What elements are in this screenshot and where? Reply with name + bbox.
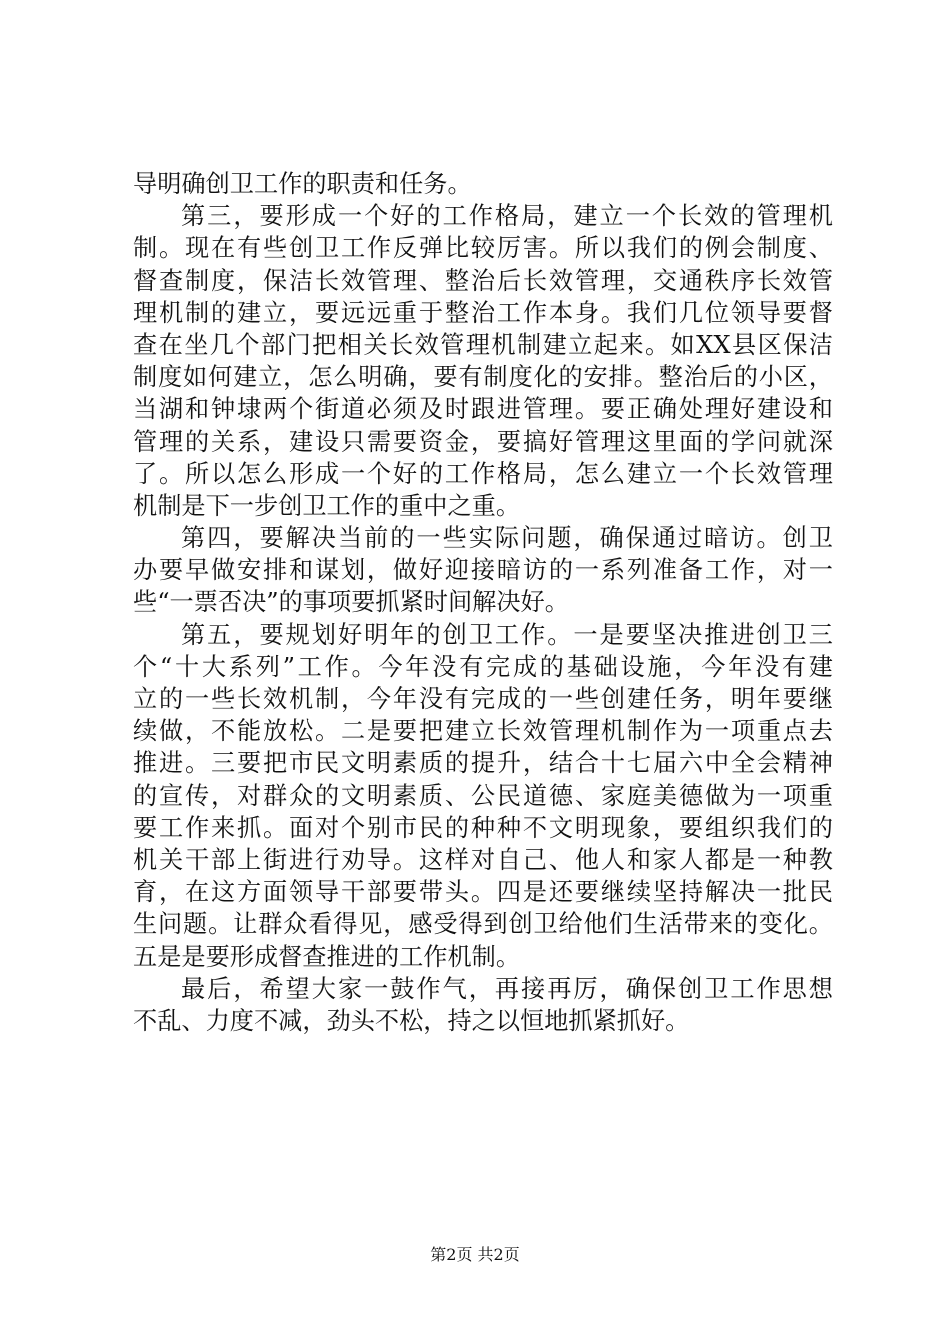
text-line: 个“十大系列”工作。今年没有完成的基础设施，今年没有建 <box>133 652 833 681</box>
text-line: 导明确创卫工作的职责和任务。 <box>133 170 472 198</box>
text-line: 不乱、力度不减，劲头不松，持之以恒地抓紧抓好。 <box>133 1006 690 1035</box>
text-line: 督查制度，保洁长效管理、整治后长效管理，交通秩序长效管 <box>133 266 833 295</box>
text-line: 的宣传，对群众的文明素质、公民道德、家庭美德做为一项重 <box>133 781 833 810</box>
text-line: 理机制的建立，要远远重于整治工作本身。我们几位领导要督 <box>133 298 833 327</box>
text-line: 续做，不能放松。二是要把建立长效管理机制作为一项重点去 <box>133 717 833 746</box>
text-line: 管理的关系，建设只需要资金，要搞好管理这里面的学问就深 <box>133 427 833 456</box>
text-line: 机制是下一步创卫工作的重中之重。 <box>133 491 521 520</box>
text-line: 制度如何建立，怎么明确，要有制度化的安排。整治后的小区， <box>133 363 833 392</box>
text-line: 要工作来抓。面对个别市民的种种不文明现象，要组织我们的 <box>133 813 833 842</box>
text-line: 了。所以怎么形成一个好的工作格局，怎么建立一个长效管理 <box>133 459 833 488</box>
page-number-label: 第2页 共2页 <box>430 1245 520 1264</box>
paragraph-start-line: 最后，希望大家一鼓作气，再接再厉，确保创卫工作思想 <box>181 974 833 1003</box>
text-line: 查在坐几个部门把相关长效管理机制建立起来。如XX县区保洁 <box>133 330 833 359</box>
text-line: 五是是要形成督查推进的工作机制。 <box>133 942 521 971</box>
text-line: 推进。三要把市民文明素质的提升，结合十七届六中全会精神 <box>133 749 833 778</box>
text-line: 育，在这方面领导干部要带头。四是还要继续坚持解决一批民 <box>133 878 833 907</box>
paragraph-start-line: 第四，要解决当前的一些实际问题，确保通过暗访。创卫 <box>181 524 833 553</box>
text-line: 当湖和钟埭两个街道必须及时跟进管理。要正确处理好建设和 <box>133 395 833 424</box>
text-line: 生问题。让群众看得见，感受得到创卫给他们生活带来的变化。 <box>133 910 833 939</box>
paragraph-start-line: 第三，要形成一个好的工作格局，建立一个长效的管理机 <box>181 202 833 231</box>
paragraph-start-line: 第五，要规划好明年的创卫工作。一是要坚决推进创卫三 <box>181 620 833 649</box>
page-footer <box>0 1245 950 1265</box>
text-line: 些“一票否决”的事项要抓紧时间解决好。 <box>133 588 569 617</box>
document-body <box>133 168 833 1037</box>
text-line: 机关干部上街进行劝导。这样对自己、他人和家人都是一种教 <box>133 845 833 874</box>
text-line: 制。现在有些创卫工作反弹比较厉害。所以我们的例会制度、 <box>133 234 833 263</box>
text-line: 办要早做安排和谋划，做好迎接暗访的一系列准备工作，对一 <box>133 556 833 585</box>
text-line: 立的一些长效机制，今年没有完成的一些创建任务，明年要继 <box>133 685 833 713</box>
